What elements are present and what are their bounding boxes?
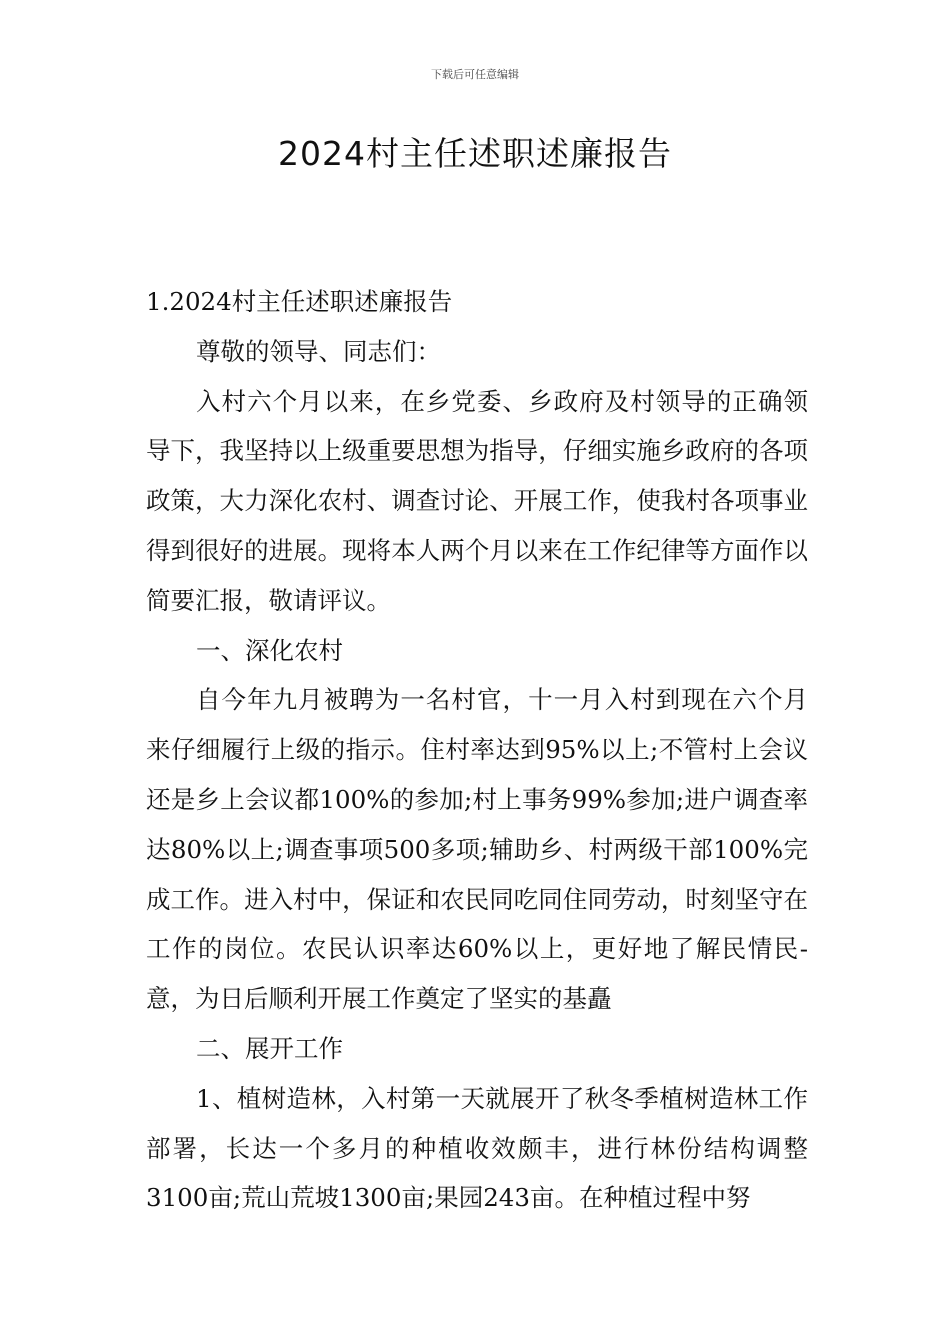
body-paragraph: 入村六个月以来，在乡党委、乡政府及村领导的正确领导下，我坚持以上级重要思想为指导，仔细实施乡政府的各项政策，大力深化农村、调查讨论、开展工作，使我村各项事业得到很好的进展。现将本人两个月以来在工作纪律等方面作以简要汇报，敬请评议。 <box>146 386 808 615</box>
document-title: 2024村主任述职述廉报告 <box>278 134 672 173</box>
salutation: 尊敬的领导、同志们： <box>196 336 441 366</box>
document-body <box>146 277 808 1223</box>
subsection-heading: 二、展开工作 <box>196 1033 343 1063</box>
body-paragraph: 1、植树造林，入村第一天就展开了秋冬季植树造林工作部署，长达一个多月的种植收效颇丰，进行林份结构调整3100亩;荒山荒坡1300亩;果园243亩。在种植过程中努 <box>146 1083 808 1213</box>
subsection-heading: 一、深化农村 <box>196 635 343 665</box>
section-heading: 1.2024村主任述职述廉报告 <box>146 287 453 316</box>
header-note: 下载后可任意编辑 <box>431 68 519 81</box>
body-paragraph: 自今年九月被聘为一名村官，十一月入村到现在六个月来仔细履行上级的指示。住村率达到95%以上;不管村上会议还是乡上会议都100%的参加;村上事务99%参加;进户调查率达80%以上;调查事项500多项;辅助乡、村两级干部100%完成工作。进入村中，保证和农民同吃同住同劳动，时刻坚守在工作的岗位。农民认识率达60%以上，更好地了解民情民-意，为日后顺利开展工作奠定了坚实的基矗 <box>146 685 808 1014</box>
